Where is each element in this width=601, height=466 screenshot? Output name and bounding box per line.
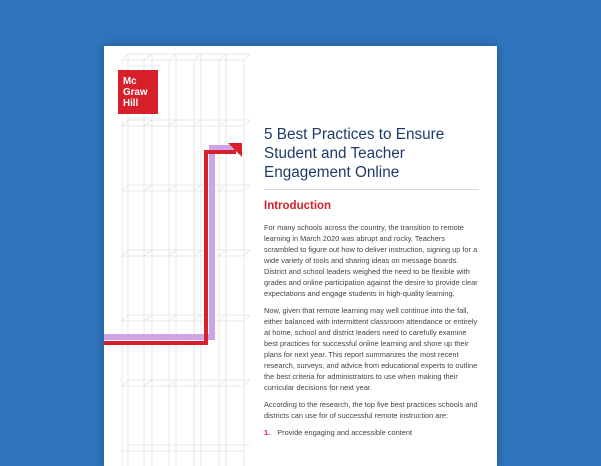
paragraph-intro: For many schools across the country, the transition to remote learning in March 2020 was abrupt and rocky. Teachers scrambled to figure out how to deliver instruction, signing up for a wide variety of tools and sharing ideas on message boards. District and school leaders weighed the need to be flexible with grades and online participation against the desire to provide clear expectations and engage students in high-quality learning. bbox=[264, 223, 478, 298]
section-heading: Introduction bbox=[264, 200, 332, 212]
title-line-3: Engagement Online bbox=[264, 164, 400, 181]
logo-line-2: Graw bbox=[123, 87, 148, 98]
list-item bbox=[264, 427, 479, 438]
title-divider bbox=[264, 189, 479, 190]
best-practices-list bbox=[264, 427, 479, 438]
body-text bbox=[264, 222, 479, 438]
paragraph-research: According to the research, the top five best practices schools and districts can use for of successful remote instruction are: bbox=[264, 400, 478, 420]
list-item-text: Provide engaging and accessible content bbox=[277, 428, 413, 437]
list-item-number: 1. bbox=[264, 428, 271, 437]
document-title bbox=[264, 125, 489, 182]
title-line-2: Student and Teacher bbox=[264, 145, 405, 162]
title-line-1: 5 Best Practices to Ensure bbox=[264, 126, 445, 143]
logo-line-1: Mc bbox=[123, 76, 137, 87]
mcgraw-hill-logo[interactable] bbox=[118, 70, 158, 114]
arrow-line bbox=[104, 152, 236, 343]
paragraph-remote-learning: Now, given that remote learning may well continue into the fall, either balanced with intermittent classroom attendance or entirely at home, school and district leaders need to carefully examine best practices for successful online learning and shore up their plans for next year. This report summarizes the most recent research, surveys, and advice from educational experts to outline the best criteria for administrators to use when making their curricular decisions for next year. bbox=[264, 306, 478, 392]
logo-line-3: Hill bbox=[123, 98, 139, 109]
arrow-shadow-line bbox=[104, 148, 242, 337]
document-page bbox=[104, 46, 497, 466]
